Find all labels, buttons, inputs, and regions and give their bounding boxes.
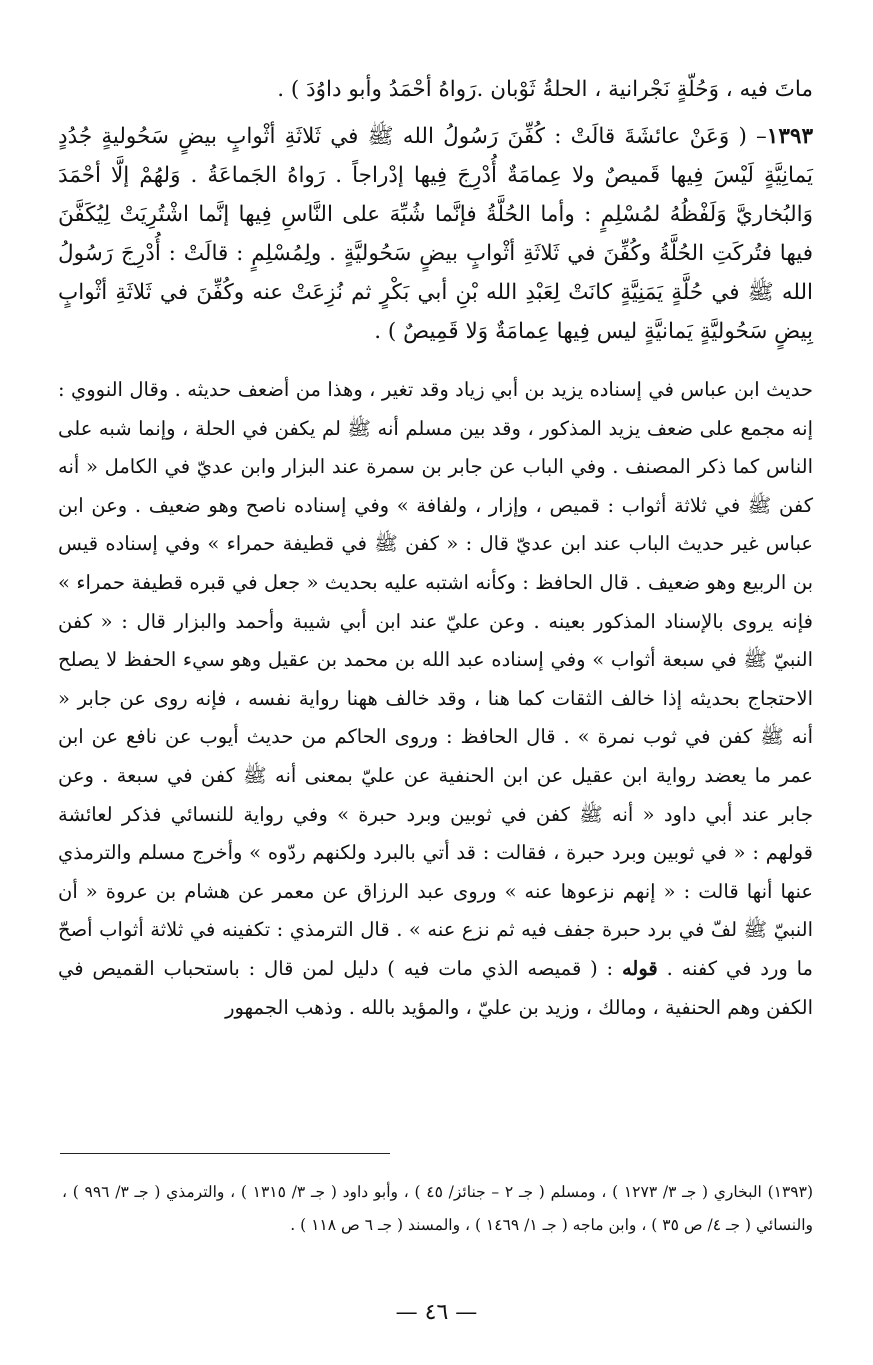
hadith-text: – ( وَعَنْ عائشَةَ قالَتْ : كُفِّنَ رَسُولُ الله ﷺ في ثَلاثَةِ أثْوابٍ بيضٍ سَحُوليةٍ جُدُدٍ يَمانِيَّةٍ لَيْسَ فِيها قَميصٌ ولا عِمامَةٌ أُدْرِجَ فِيها إدْراجاً . رَواهُ الجَماعَةُ . وَلهُمْ إلَّا أحْمَدَ وَالبُخاريَّ وَلَفْظُهُ لمُسْلِمٍ : وأما الحُلَّةُ فإنَّما شُبِّهَ على النَّاسِ فِيها إنَّما اشْتُرِيَتْ لِيُكَفَّنَ فيها فتُركَتِ الحُلَّةُ وكُفِّنَ في ثَلاثَةِ أثْوابٍ بيضٍ سَحُوليَّةٍ . ولِمُسْلِمٍ : قالَتْ : أُدْرِجَ رَسُولُ الله ﷺ في حُلَّةٍ يَمَنِيَّةٍ كانَتْ لِعَبْدِ الله بْنِ أبي بَكْرٍ ثم نُزِعَتْ عنه وكُفِّنَ في ثَلاثَةِ أثْوابٍ بِيضٍ سَحُوليَّةٍ يَمانيَّةٍ ليس فِيها عِمامَةٌ وَلا قَمِيصٌ ) . <box>58 124 813 344</box>
hadith-number: ١٣٩٣ <box>766 124 813 149</box>
page-body <box>58 70 813 1027</box>
commentary <box>58 371 813 1027</box>
commentary-part-2: : ( قميصه الذي مات فيه ) دليل لمن قال : باستحباب القميص في الكفن وهم الحنفية ، ومالك ، وزيد بن عليّ ، والمؤيد بالله . وذهب الجمهور <box>58 956 813 1019</box>
page-number: — ٤٦ — <box>395 1300 478 1325</box>
footnote-divider <box>60 1153 390 1154</box>
commentary-part-1: حديث ابن عباس في إسناده يزيد بن أبي زياد وقد تغير ، وهذا من أضعف حديثه . وقال النووي : إنه مجمع على ضعف يزيد المذكور ، وقد بين مسلم أنه ﷺ لم يكفن في الحلة ، وإنما شبه على الناس كما ذكر المصنف . وفي الباب عن جابر بن سمرة عند البزار وابن عديّ في الكامل « أنه كفن ﷺ في ثلاثة أثواب : قميص ، وإزار ، ولفافة » وفي إسناده ناصح وهو ضعيف . وعن ابن عباس غير حديث الباب عند ابن عديّ قال : « كفن ﷺ في قطيفة حمراء » وفي إسناده قيس بن الربيع وهو ضعيف . قال الحافظ : وكأنه اشتبه عليه بحديث « جعل في قبره قطيفة حمراء » فإنه يروى بالإسناد المذكور بعينه . وعن عليّ عند ابن أبي شيبة وأحمد والبزار قال : « كفن النبيّ ﷺ في سبعة أثواب » وفي إسناده عبد الله بن محمد بن عقيل وهو سيء الحفظ لا يصلح الاحتجاج بحديثه إذا خالف الثقات كما هنا ، وقد خالف ههنا رواية نفسه ، فإنه روى عن جابر « أنه ﷺ كفن في ثوب نمرة » . قال الحافظ : وروى الحاكم من حديث أيوب عن نافع عن ابن عمر ما يعضد رواية ابن عقيل عن ابن الحنفية عن عليّ بمعنى أنه ﷺ كفن في سبعة . وعن جابر عند أبي داود « أنه ﷺ كفن في ثوبين وبرد حبرة » وفي رواية للنسائي فذكر لعائشة قولهم : « في ثوبين وبرد حبرة ، فقالت : قد أتي بالبرد ولكنهم ردّوه » وأخرج مسلم والترمذي عنها أنها قالت : « إنهم نزعوها عنه » وروى عبد الرزاق عن معمر عن هشام بن عروة « أن النبيّ ﷺ لفّ في برد حبرة جفف فيه ثم نزع عنه » . قال الترمذي : تكفينه في ثلاثة أثواب أصحّ ما ورد في كفنه . <box>58 378 814 980</box>
qawluhu-label: قوله <box>621 956 658 980</box>
previous-hadith-ending: ماتَ فيه ، وَحُلّةٍ نَجْرانية ، الحلةُ ثَوْبان .رَواهُ أحْمَدُ وأبو داوُدَ ) . <box>277 77 813 102</box>
footnote-references: (١٣٩٣) البخاري ( جـ ٣/ ١٢٧٣ ) ، ومسلم ( جـ ٢ – جنائز/ ٤٥ ) ، وأبو داود ( جـ ٣/ ١٣١٥ ) ، والترمذي ( جـ ٣/ ٩٩٦ ) ، والنسائي ( جـ ٤/ ص ٣٥ ) ، وابن ماجه ( جـ ١/ ١٤٦٩ ) ، والمسند ( جـ ٦ ص ١١٨ ) . <box>62 1182 813 1234</box>
hadith-1393 <box>58 117 813 351</box>
